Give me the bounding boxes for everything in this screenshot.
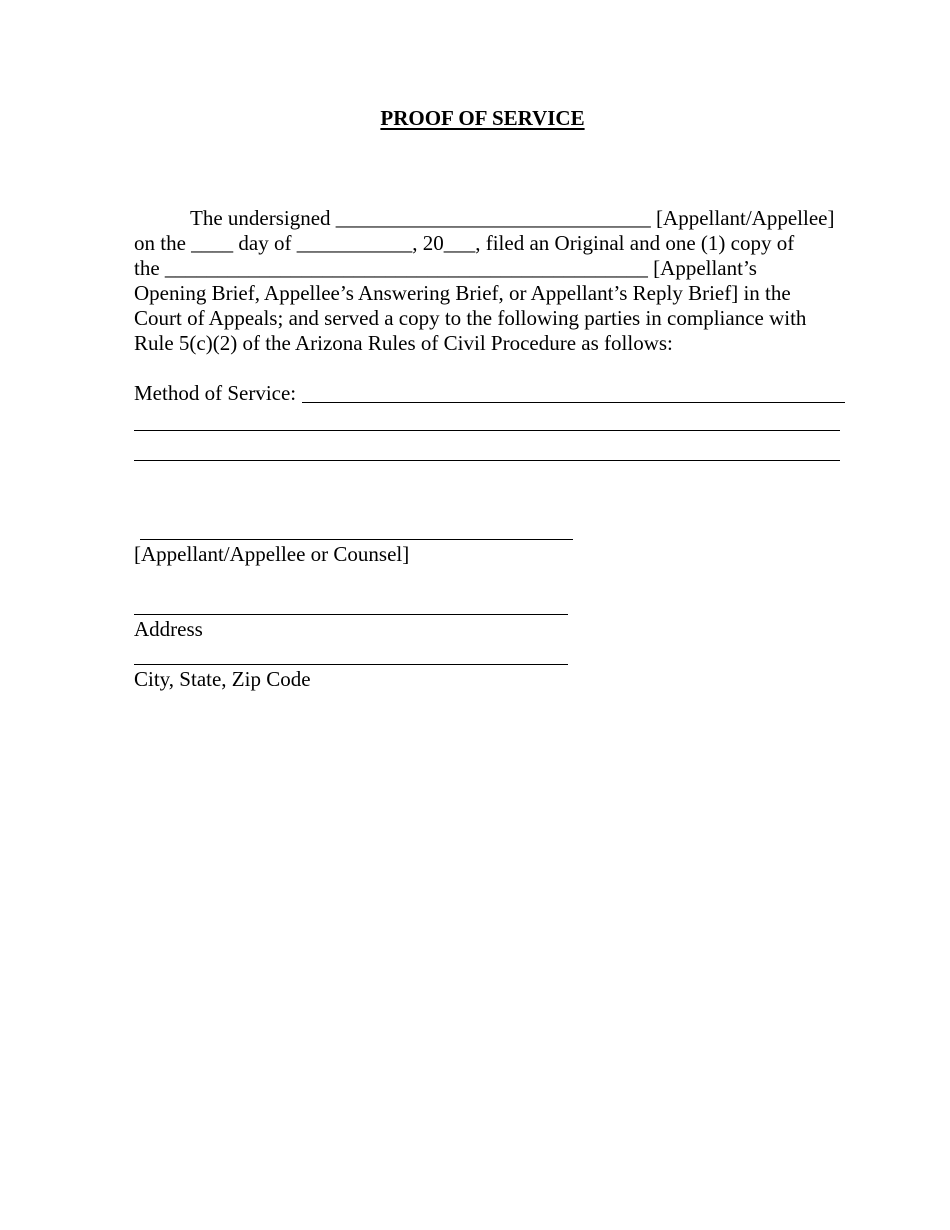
method-of-service-blank-2[interactable] — [134, 411, 840, 431]
method-of-service-label: Method of Service: — [134, 381, 297, 405]
body-line-6: Rule 5(c)(2) of the Arizona Rules of Civil Procedure as follows: — [134, 331, 673, 355]
address-line[interactable] — [134, 595, 568, 615]
body-line-5: Court of Appeals; and served a copy to the following parties in compliance with — [134, 306, 807, 330]
body-line-2: on the ____ day of ___________, 20___, filed an Original and one (1) copy of — [134, 231, 795, 255]
document-title: PROOF OF SERVICE — [380, 106, 585, 130]
address-label: Address — [134, 617, 203, 641]
city-state-zip-line[interactable] — [134, 645, 568, 665]
method-of-service-blank[interactable] — [302, 383, 845, 403]
city-state-zip-label: City, State, Zip Code — [134, 667, 311, 691]
body-line-3: the ______________________________________________ [Appellant’s — [134, 256, 757, 280]
body-line-1: The undersigned ______________________________ [Appellant/Appellee] — [190, 206, 835, 230]
signature-label: [Appellant/Appellee or Counsel] — [134, 542, 410, 566]
signature-line[interactable] — [140, 520, 573, 540]
body-line-4: Opening Brief, Appellee’s Answering Brief, or Appellant’s Reply Brief] in the — [134, 281, 791, 305]
method-of-service-blank-3[interactable] — [134, 441, 840, 461]
